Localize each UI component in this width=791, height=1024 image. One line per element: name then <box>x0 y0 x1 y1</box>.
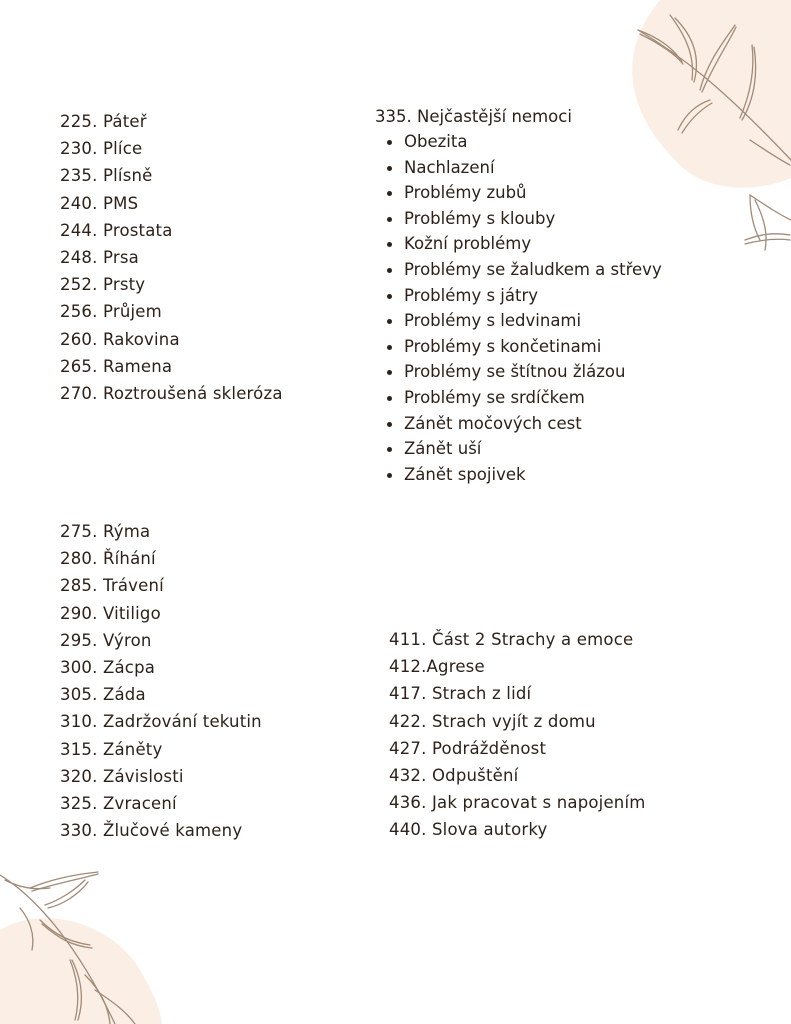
toc-entry[interactable]: 265. Ramena <box>60 356 173 376</box>
toc-entry[interactable]: 315. Záněty <box>60 739 163 759</box>
bullet-item: Zánět močových cest <box>404 411 662 437</box>
toc-entry[interactable]: 417. Strach z lidí <box>389 684 532 704</box>
bullet-item: Obezita <box>404 129 662 155</box>
toc-list-left-top <box>60 108 283 407</box>
toc-entry[interactable]: 320. Závislosti <box>60 766 184 786</box>
bullet-item: Kožní problémy <box>404 231 662 257</box>
diseases-bullet-list <box>404 129 662 487</box>
bullet-item: Problémy se žaludkem a střevy <box>404 257 662 283</box>
bullet-item: Zánět spojivek <box>404 462 662 488</box>
leaf-branch-decoration-bottom <box>0 860 170 1024</box>
toc-entry[interactable]: 427. Podrážděnost <box>389 738 547 758</box>
toc-entry[interactable]: 235. Plísně <box>60 166 153 186</box>
toc-entry[interactable]: 280. Říhání <box>60 549 156 569</box>
toc-entry[interactable]: 411. Část 2 Strachy a emoce <box>389 630 634 649</box>
toc-list-left-bottom <box>60 518 262 844</box>
diseases-section-heading[interactable]: 335. Nejčastější nemoci <box>375 107 572 126</box>
toc-entry[interactable]: 248. Prsa <box>60 248 139 268</box>
toc-entry[interactable]: 330. Žlučové kameny <box>60 821 243 841</box>
toc-list-right-bottom <box>389 626 646 844</box>
toc-entry[interactable]: 244. Prostata <box>60 220 173 240</box>
toc-entry[interactable]: 240. PMS <box>60 193 139 213</box>
toc-entry[interactable]: 310. Zadržování tekutin <box>60 712 262 732</box>
toc-entry[interactable]: 305. Záda <box>60 685 146 705</box>
bullet-item: Zánět uší <box>404 436 662 462</box>
toc-entry[interactable]: 422. Strach vyjít z domu <box>389 711 596 731</box>
toc-entry[interactable]: 260. Rakovina <box>60 329 180 349</box>
toc-entry[interactable]: 285. Trávení <box>60 576 164 596</box>
toc-entry[interactable]: 256. Průjem <box>60 302 162 322</box>
toc-entry[interactable]: 225. Páteř <box>60 112 147 131</box>
toc-entry[interactable]: 432. Odpuštění <box>389 766 519 786</box>
bullet-item: Problémy s klouby <box>404 206 662 232</box>
toc-entry[interactable]: 295. Výron <box>60 630 152 650</box>
toc-entry[interactable]: 290. Vitiligo <box>60 603 161 623</box>
toc-entry[interactable]: 325. Zvracení <box>60 794 177 814</box>
toc-entry[interactable]: 252. Prsty <box>60 275 146 295</box>
bullet-item: Problémy s končetinami <box>404 334 662 360</box>
toc-entry[interactable]: 230. Plíce <box>60 139 143 159</box>
bullet-item: Problémy s ledvinami <box>404 308 662 334</box>
toc-entry[interactable]: 436. Jak pracovat s napojením <box>389 793 646 813</box>
bullet-item: Problémy s játry <box>404 283 662 309</box>
toc-entry[interactable]: 275. Rýma <box>60 522 151 541</box>
toc-entry[interactable]: 270. Roztroušená skleróza <box>60 384 283 404</box>
bullet-item: Nachlazení <box>404 155 662 181</box>
toc-entry[interactable]: 412.Agrese <box>389 657 485 677</box>
bullet-item: Problémy zubů <box>404 180 662 206</box>
bullet-item: Problémy se štítnou žlázou <box>404 359 662 385</box>
toc-entry[interactable]: 300. Zácpa <box>60 658 156 678</box>
toc-entry[interactable]: 440. Slova autorky <box>389 820 548 840</box>
bullet-item: Problémy se srdíčkem <box>404 385 662 411</box>
